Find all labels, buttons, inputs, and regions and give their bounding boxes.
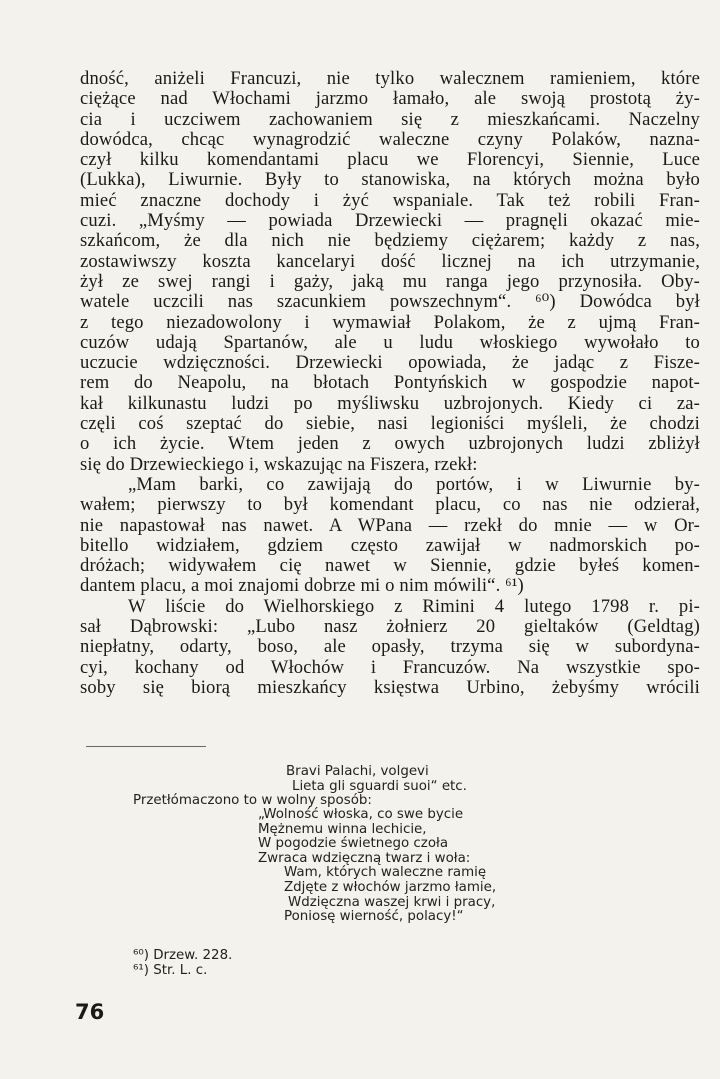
quote-line: Lieta gli sguardi suoi“ etc. [292, 778, 467, 794]
text-line: rem do Neapolu, na błotach Pontyńskich w gospodzie napot- [80, 372, 700, 394]
text-line: uczucie wdzięczności. Drzewiecki opowiada, że jadąc z Fisze- [80, 352, 700, 374]
footnote-ref: ⁶⁰) Drzew. 228. [133, 948, 233, 963]
footnote-poem [258, 808, 496, 925]
text-line: z tego niezadowolony i wymawiał Polakom, że z ujmą Fran- [80, 311, 700, 333]
intro-line: Przetłómaczono to w wolny sposób: [133, 793, 372, 808]
text-line: czył kilku komendantami placu we Florencyi, Siennie, Luce [80, 149, 700, 171]
text-line: cyi, kochany od Włochów i Francuzów. Na wszystkie spo- [80, 656, 700, 678]
text-line: nie napastował nas nawet. A WPana — rzekł do mnie — w Or- [80, 514, 700, 536]
main-text [80, 69, 700, 698]
page-number: 76 [75, 1000, 105, 1024]
text-line: watele uczcili nas szacunkiem powszechnym“. ⁶⁰) Dowódca był [80, 291, 700, 313]
text-line: mieć znaczne dochody i żyć wspaniale. Tak też robili Fran- [80, 189, 700, 211]
footnote-italian-quote [286, 765, 467, 794]
text-line: się do Drzewieckiego i, wskazując na Fiszera, rzekł: [80, 453, 478, 475]
poem-line: Mężnemu winna lechicie, [258, 821, 427, 837]
text-line: dróżach; widywałem cię nawet w Siennie, gdzie byłeś komen- [80, 555, 700, 577]
poem-line: Poniosę wierność, polacy!“ [284, 909, 464, 925]
text-line: zostawiwszy koszta kancelaryi dość licznej na ich utrzymanie, [80, 250, 700, 272]
poem-line: Wdzięczna waszej krwi i pracy, [288, 894, 496, 910]
text-line: dantem placu, a moi znajomi dobrze mi o nim mówili“. ⁶¹) [80, 575, 524, 597]
text-line: kał kilkunastu ludzi po myśliwsku uzbrojonych. Kiedy ci za- [80, 392, 700, 414]
text-line: cuzów udają Spartanów, ale u ludu włoskiego wywołało to [80, 331, 700, 353]
footnote-ref: ⁶¹) Str. L. c. [133, 962, 208, 978]
text-line: cia i uczciwem zachowaniem się z mieszkańcami. Naczelny [80, 108, 700, 130]
text-line: ciężące nad Włochami jarzmo łamało, ale swoją prostotą ży- [80, 88, 700, 110]
poem-line: „Wolność włoska, co swe bycie [258, 807, 464, 822]
text-line: W liście do Wielhorskiego z Rimini 4 lutego 1798 r. pi- [128, 595, 700, 617]
text-line: wałem; pierwszy to był komendant placu, co nas nie odzierał, [80, 494, 700, 516]
text-line: szkańcom, że dla nich nie będziemy ciężarem; każdy z nas, [80, 230, 700, 252]
poem-line: W pogodzie świetnego czoła [258, 836, 449, 852]
text-line: dowódca, chcąc wynagrodzić waleczne czyny Polaków, nazna- [80, 128, 700, 150]
footnote-divider [86, 746, 206, 747]
text-line: bitello widziałem, gdziem często zawijał w nadmorskich po- [80, 534, 700, 556]
text-line: sał Dąbrowski: „Lubo nasz żołnierz 20 gieltaków (Geldtag) [80, 616, 700, 638]
text-line: (Lukka), Liwurnie. Były to stanowiska, na których można było [80, 169, 700, 191]
text-line: „Mam barki, co zawijają do portów, i w Liwurnie by- [128, 473, 700, 495]
poem-line: Zdjęte z włochów jarzmo łamie, [284, 879, 497, 895]
text-line: żył ze swej rangi i gaży, jaką mu ranga jego przynosiła. Oby- [80, 270, 700, 292]
text-line: niepłatny, odarty, boso, ale opasły, trzyma się w subordyna- [80, 636, 700, 658]
footnote-references [133, 949, 232, 978]
quote-line: Bravi Palachi, volgevi [286, 764, 429, 779]
text-line: o ich życie. Wtem jeden z owych uzbrojonych ludzi zbliżył [80, 433, 700, 455]
text-line: częli coś szeptać do siebie, nasi legioniści myśleli, że chodzi [80, 413, 700, 435]
text-line: cuzi. „Myśmy — powiada Drzewiecki — pragnęli okazać mie- [80, 210, 700, 232]
poem-line: Zwraca wdzięczną twarz i woła: [258, 850, 471, 866]
text-line: dność, aniżeli Francuzi, nie tylko walecznem ramieniem, które [80, 68, 700, 89]
poem-line: Wam, których waleczne ramię [284, 865, 487, 881]
text-line: soby się biorą mieszkańcy księstwa Urbino, żebyśmy wrócili [80, 676, 700, 698]
